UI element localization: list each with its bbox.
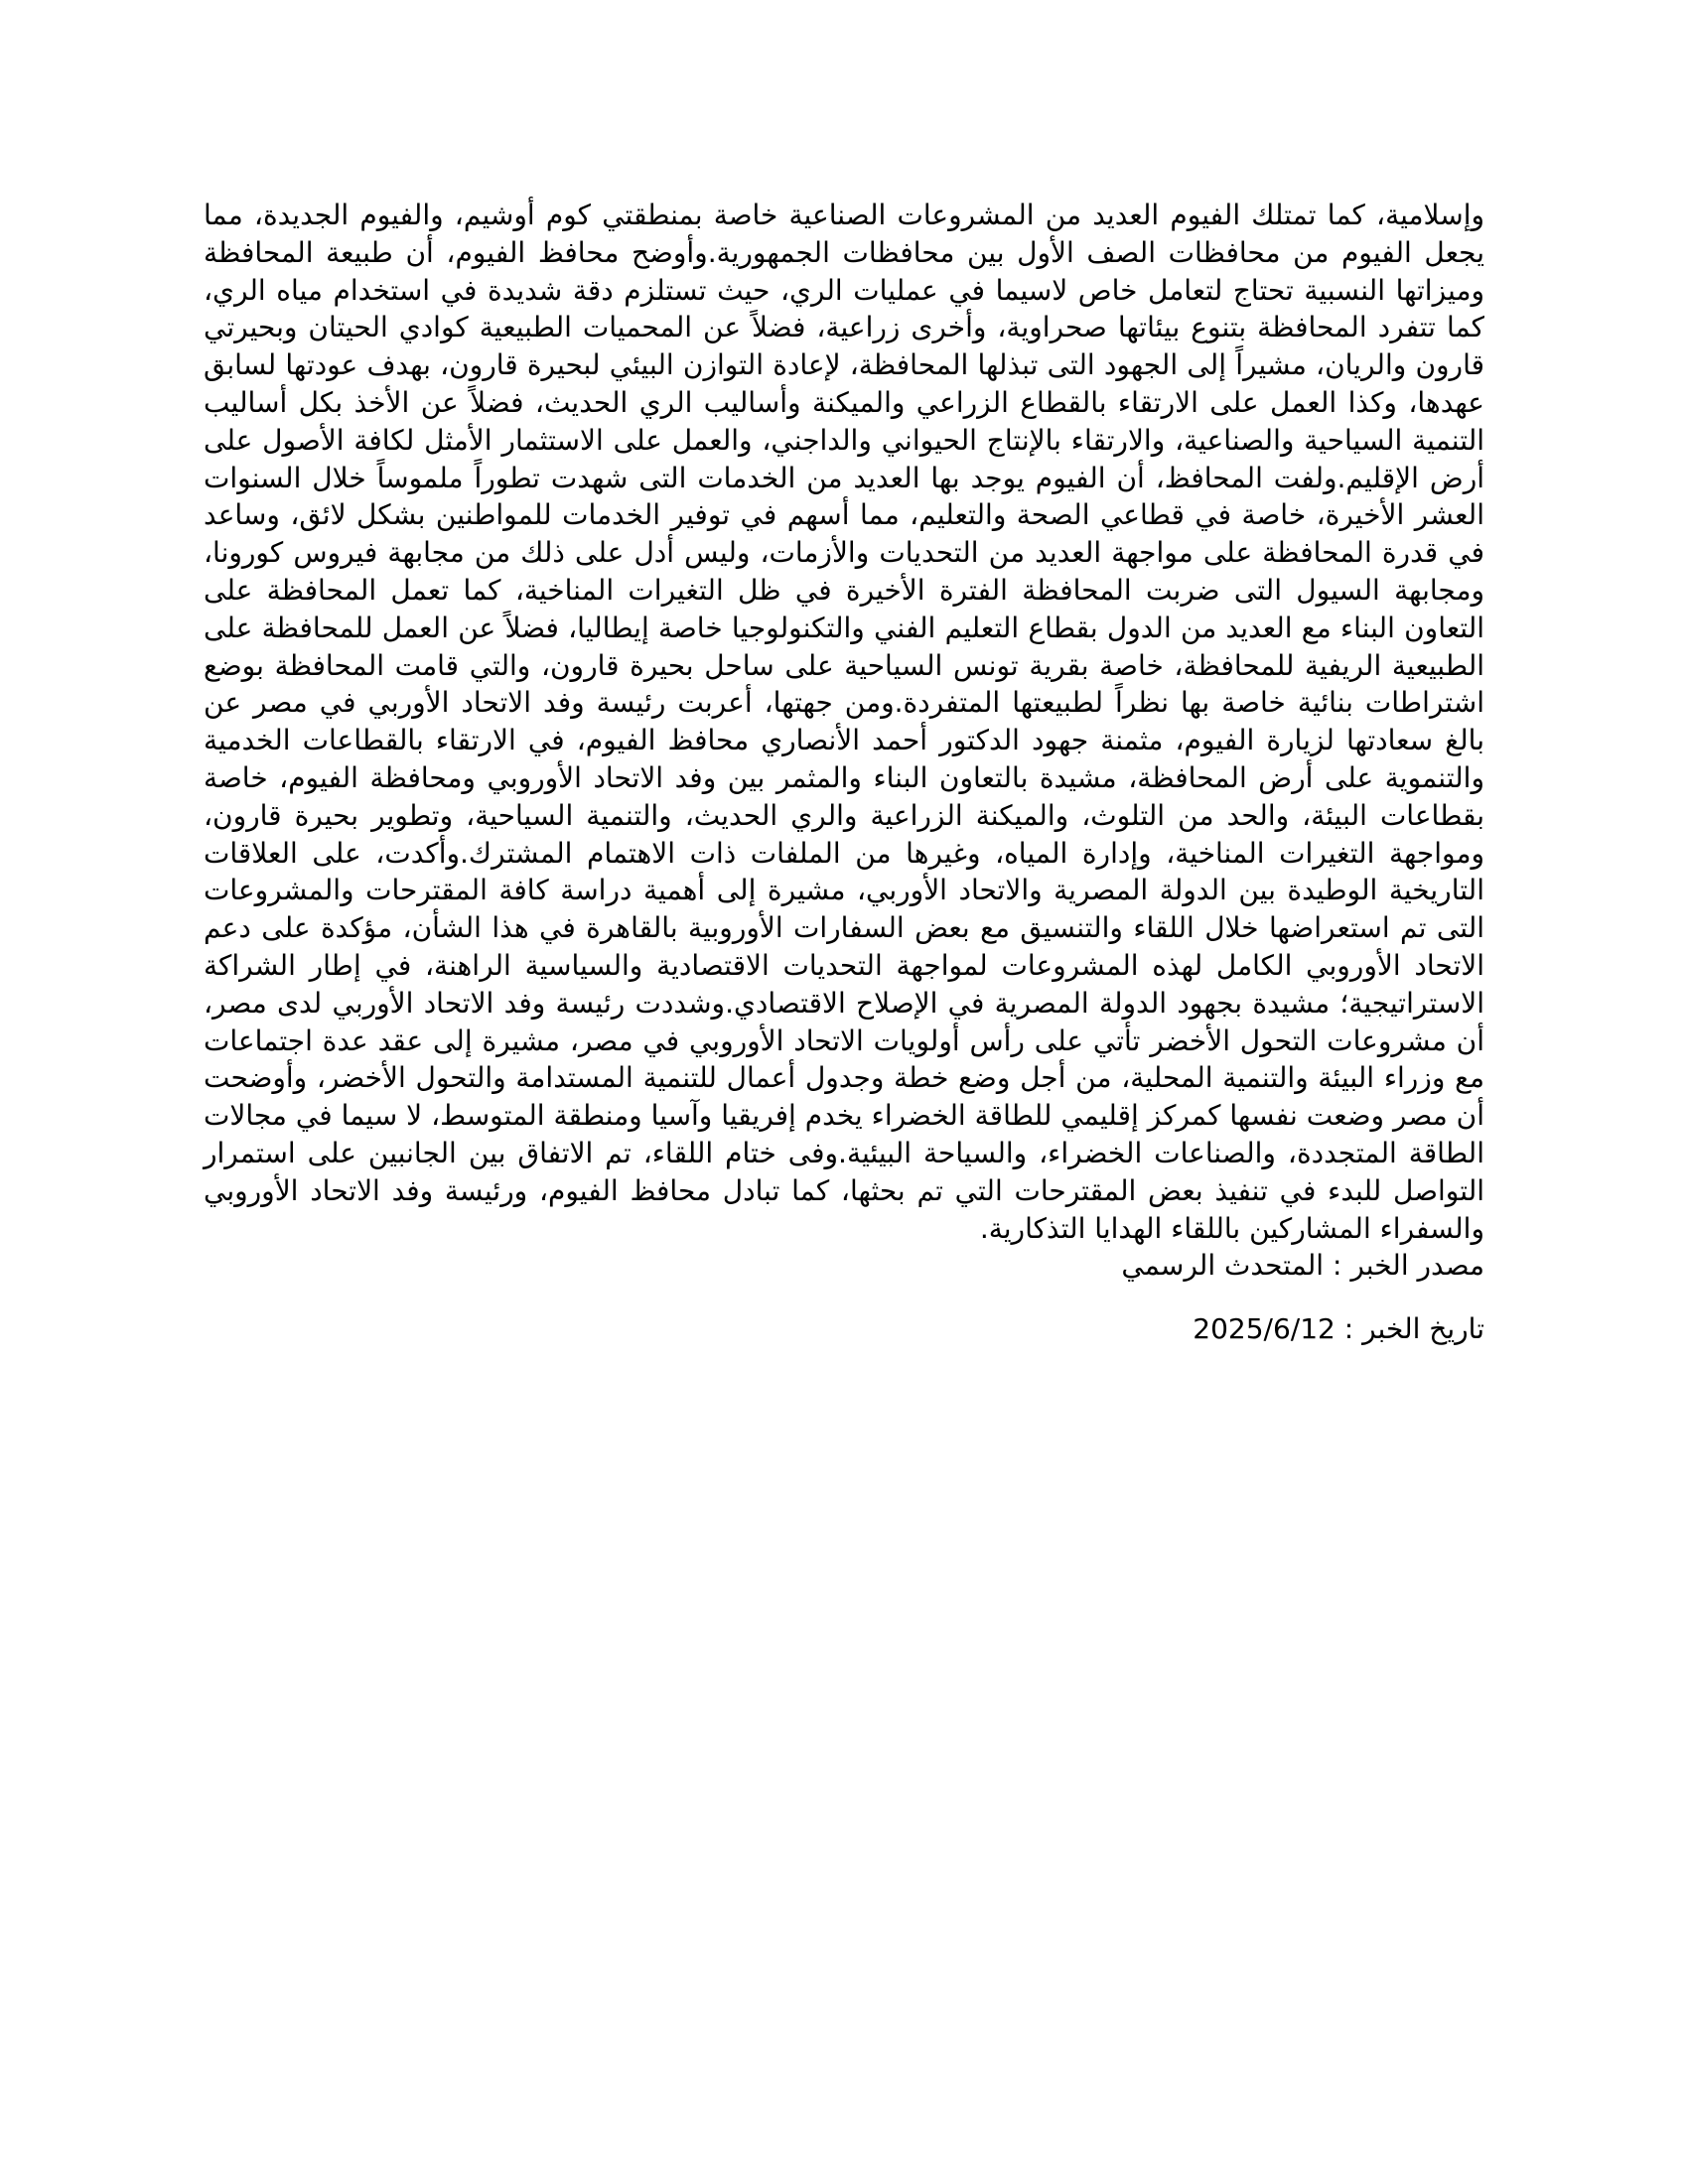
article-content xyxy=(204,197,1484,1348)
news-date-line: تاريخ الخبر : 2025/6/12 xyxy=(1193,1312,1484,1346)
article-body-paragraph: وإسلامية، كما تمتلك الفيوم العديد من المشروعات الصناعية خاصة بمنطقتي كوم أوشيم، والفيوم الجديدة، مما يجعل الفيوم من محافظات الصف الأول بين محافظات الجمهورية.وأوضح محافظ الفيوم، أن طبيعة المحافظة وميزاتها النسبية تحتاج لتعامل خاص لاسيما في عمليات الري، حيث تستلزم دقة شديدة في استخدام مياه الري، كما تتفرد المحافظة بتنوع بيئاتها صحراوية، وأخرى زراعية، فضلاً عن المحميات الطبيعية كوادي الحيتان وبحيرتي قارون والريان، مشيراً إلى الجهود التى تبذلها المحافظة، لإعادة التوازن البيئي لبحيرة قارون، بهدف عودتها لسابق عهدها، وكذا العمل على الارتقاء بالقطاع الزراعي والميكنة وأساليب الري الحديث، فضلاً عن الأخذ بكل أساليب التنمية السياحية والصناعية، والارتقاء بالإنتاج الحيواني والداجني، والعمل على الاستثمار الأمثل لكافة الأصول على أرض الإقليم.ولفت المحافظ، أن الفيوم يوجد بها العديد من الخدمات التى شهدت تطوراً ملموساً خلال السنوات العشر الأخيرة، خاصة في قطاعي الصحة والتعليم، مما أسهم في توفير الخدمات للمواطنين بشكل لائق، وساعد في قدرة المحافظة على مواجهة العديد من التحديات والأزمات، وليس أدل على ذلك من مجابهة فيروس كورونا، ومجابهة السيول التى ضربت المحافظة الفترة الأخيرة في ظل التغيرات المناخية، كما تعمل المحافظة على التعاون البناء مع العديد من الدول بقطاع التعليم الفني والتكنولوجيا خاصة إيطاليا، فضلاً عن العمل للمحافظة على الطبيعية الريفية للمحافظة، خاصة بقرية تونس السياحية على ساحل بحيرة قارون، والتي قامت المحافظة بوضع اشتراطات بنائية خاصة بها نظراً لطبيعتها المتفردة.ومن جهتها، أعربت رئيسة وفد الاتحاد الأوربي في مصر عن بالغ سعادتها لزيارة الفيوم، مثمنة جهود الدكتور أحمد الأنصاري محافظ الفيوم، في الارتقاء بالقطاعات الخدمية والتنموية على أرض المحافظة، مشيدة بالتعاون البناء والمثمر بين وفد الاتحاد الأوروبي ومحافظة الفيوم، خاصة بقطاعات البيئة، والحد من التلوث، والميكنة الزراعية والري الحديث، والتنمية السياحية، وتطوير بحيرة قارون، ومواجهة التغيرات المناخية، وإدارة المياه، وغيرها من الملفات ذات الاهتمام المشترك.وأكدت، على العلاقات التاريخية الوطيدة بين الدولة المصرية والاتحاد الأوربي، مشيرة إلى أهمية دراسة كافة المقترحات والمشروعات التى تم استعراضها خلال اللقاء والتنسيق مع بعض السفارات الأوروبية بالقاهرة في هذا الشأن، مؤكدة على دعم الاتحاد الأوروبي الكامل لهذه المشروعات لمواجهة التحديات الاقتصادية والسياسية الراهنة، في إطار الشراكة الاستراتيجية؛ مشيدة بجهود الدولة المصرية في الإصلاح الاقتصادي.وشددت رئيسة وفد الاتحاد الأوربي لدى مصر، أن مشروعات التحول الأخضر تأتي على رأس أولويات الاتحاد الأوروبي في مصر، مشيرة إلى عقد عدة اجتماعات مع وزراء البيئة والتنمية المحلية، من أجل وضع خطة وجدول أعمال للتنمية المستدامة والتحول الأخضر، وأوضحت أن مصر وضعت نفسها كمركز إقليمي للطاقة الخضراء يخدم إفريقيا وآسيا ومنطقة المتوسط، لا سيما في مجالات الطاقة المتجددة، والصناعات الخضراء، والسياحة البيئية.وفى ختام اللقاء، تم الاتفاق بين الجانبين على استمرار التواصل للبدء في تنفيذ بعض المقترحات التي تم بحثها، كما تبادل محافظ الفيوم، ورئيسة وفد الاتحاد الأوروبي والسفراء المشاركين باللقاء الهدايا التذكارية. xyxy=(204,199,1484,1245)
news-source-line: مصدر الخبر : المتحدث الرسمي xyxy=(1121,1249,1484,1283)
